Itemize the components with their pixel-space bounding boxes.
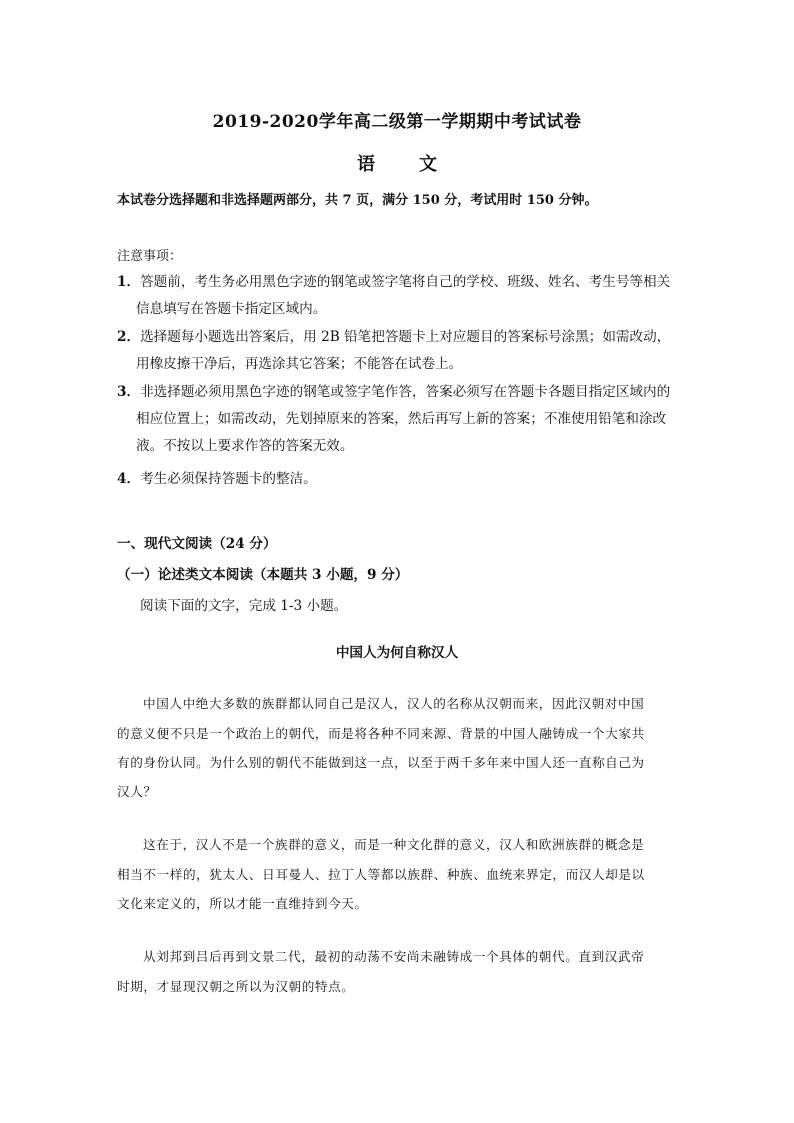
exam-title: 2019-2020学年高二级第一学期期中考试试卷 [212, 112, 582, 132]
article-paragraph-1-line-2: 的意义便不只是一个政治上的朝代，而是将各种不同来源、背景的中国人融铸成一个大家共 [117, 726, 645, 741]
subject-char-2: 文 [419, 154, 437, 175]
subject-heading [0, 150, 794, 176]
note-text: 答题前，考生务必用黑色字迹的钢笔或签字笔将自己的学校、班级、姓名、考生号等相关 [140, 274, 671, 290]
note-item-3 [117, 380, 670, 400]
note-item-3-line-3: 液。不按以上要求作答的答案无效。 [136, 438, 354, 454]
subsection-heading: （一）论述类文本阅读（本题共 3 小题，9 分） [117, 567, 409, 583]
note-number: 2． [117, 329, 141, 345]
article-paragraph-1-line-3: 有的身份认同。为什么别的朝代不能做到这一点，以至于两千多年来中国人还一直称自己为 [117, 755, 645, 770]
reading-instruction: 阅读下面的文字，完成 1-3 小题。 [140, 598, 348, 614]
article-paragraph-1-line-1: 中国人中绝大多数的族群都认同自己是汉人，汉人的名称从汉朝而来，因此汉朝对中国 [143, 696, 645, 711]
note-item-1 [117, 270, 670, 290]
article-paragraph-2-line-2: 相当不一样的，犹太人、日耳曼人、拉丁人等都以族群、种族、血统来界定，而汉人却是以 [117, 867, 645, 882]
article-paragraph-1-line-4: 汉人？ [117, 784, 157, 799]
notes-heading: 注意事项： [117, 249, 183, 264]
exam-intro: 本试卷分选择题和非选择题两部分，共 7 页，满分 150 分，考试用时 150 分钟。 [117, 193, 598, 208]
article-paragraph-3-line-1: 从刘邦到吕后再到文景二代，最初的动荡不安尚未融铸成一个具体的朝代。直到汉武帝 [143, 949, 645, 964]
note-text: 考生必须保持答题卡的整洁。 [140, 471, 317, 487]
note-number: 4． [117, 471, 141, 487]
article-paragraph-3-line-2: 时期，才显现汉朝之所以为汉朝的特点。 [117, 979, 355, 994]
note-text: 选择题每小题选出答案后，用 2B 铅笔把答题卡上对应题目的答案标号涂黑；如需改动， [140, 329, 671, 345]
note-number: 1． [117, 274, 141, 290]
subject-char-1: 语 [357, 154, 375, 175]
note-number: 3． [117, 384, 141, 400]
article-paragraph-2-line-3: 文化来定义的，所以才能一直维持到今天。 [117, 896, 368, 911]
article-paragraph-2-line-1: 这在于，汉人不是一个族群的意义，而是一种文化群的意义，汉人和欧洲族群的概念是 [143, 837, 645, 852]
note-text: 非选择题必须用黑色字迹的钢笔或签字笔作答，答案必须写在答题卡各题目指定区域内的 [140, 384, 671, 400]
note-item-2-line-2: 用橡皮擦干净后，再选涂其它答案；不能答在试卷上。 [136, 356, 463, 372]
note-item-1-line-2: 信息填写在答题卡指定区域内。 [136, 301, 327, 317]
section-heading: 一、现代文阅读（24 分） [117, 536, 277, 552]
note-item-2 [117, 325, 670, 345]
article-title: 中国人为何自称汉人 [335, 645, 459, 661]
note-item-3-line-2: 相应位置上；如需改动，先划掉原来的答案，然后再写上新的答案；不准使用铅笔和涂改 [136, 411, 667, 427]
note-item-4 [117, 467, 317, 487]
